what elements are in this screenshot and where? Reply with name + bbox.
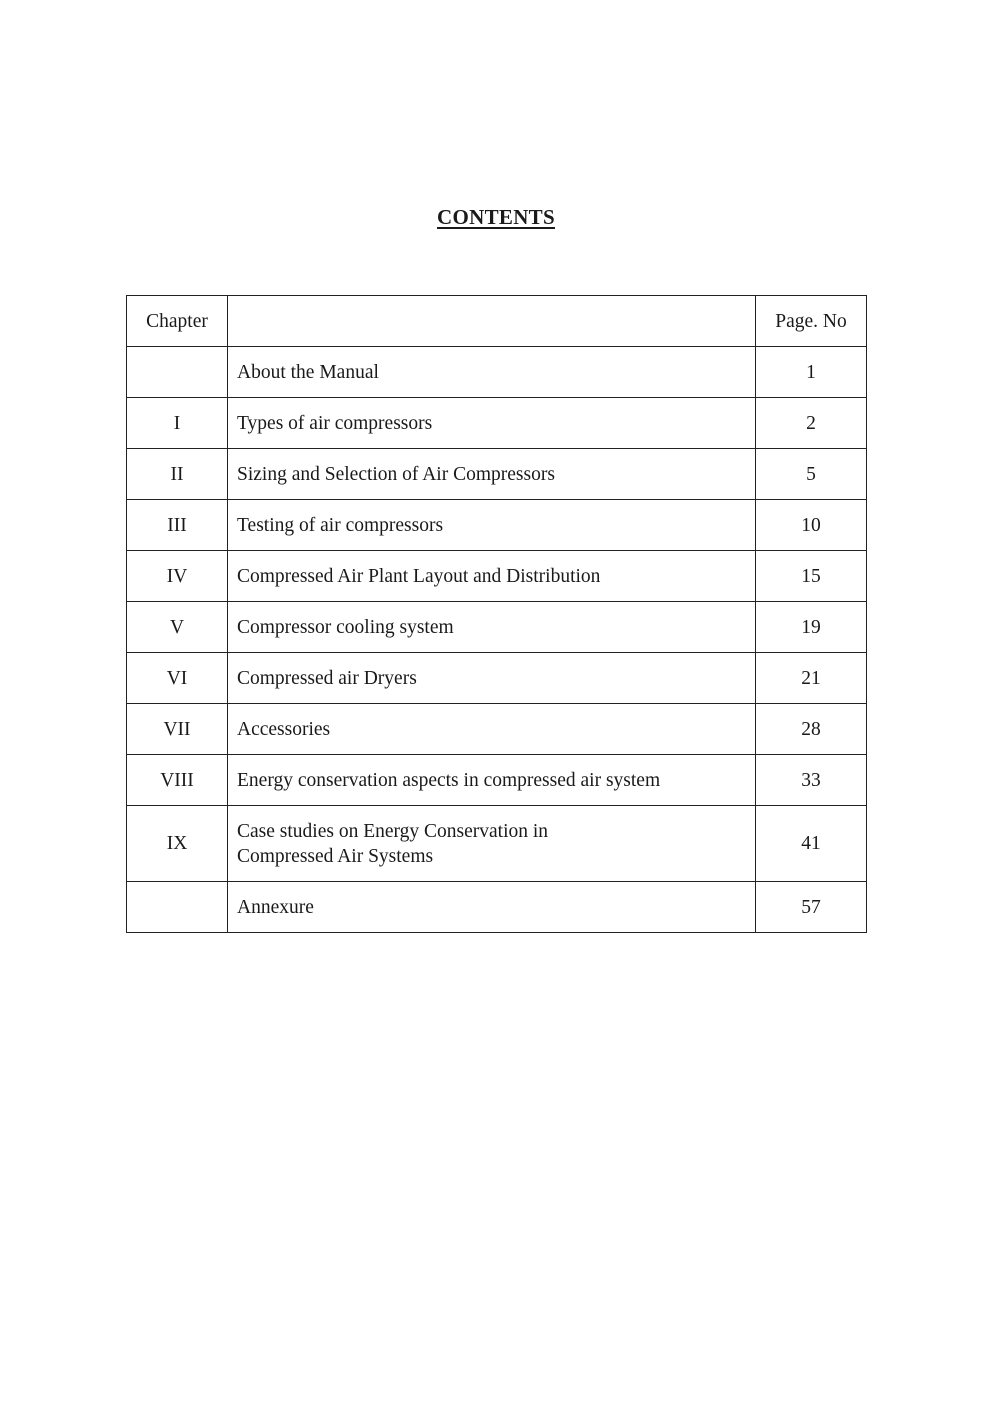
chapter-title <box>228 704 756 755</box>
chapter-number: II <box>127 449 228 500</box>
chapter-title-line: Case studies on Energy Conservation in <box>237 820 549 842</box>
chapter-title <box>228 398 756 449</box>
chapter-number: VII <box>127 704 228 755</box>
table-row <box>127 500 867 551</box>
chapter-title-line: Compressed Air Plant Layout and Distribution <box>237 565 601 587</box>
chapter-title-line: Compressed Air Systems <box>237 845 434 867</box>
chapter-title-line: Accessories <box>237 718 331 740</box>
chapter-title <box>228 882 756 933</box>
page-number: 10 <box>756 500 867 551</box>
table-row <box>127 602 867 653</box>
contents-table <box>126 295 867 933</box>
chapter-title-line: Types of air compressors <box>237 412 433 434</box>
table-row <box>127 704 867 755</box>
chapter-number: III <box>127 500 228 551</box>
chapter-title-line: Compressor cooling system <box>237 616 454 638</box>
chapter-number: V <box>127 602 228 653</box>
chapter-number <box>127 882 228 933</box>
table-row <box>127 347 867 398</box>
page-number: 33 <box>756 755 867 806</box>
page-number: 19 <box>756 602 867 653</box>
page-title: CONTENTS <box>437 205 555 229</box>
table-row <box>127 398 867 449</box>
table-row <box>127 449 867 500</box>
chapter-title <box>228 653 756 704</box>
chapter-title <box>228 806 756 882</box>
page-number: 5 <box>756 449 867 500</box>
page-number: 21 <box>756 653 867 704</box>
table-row <box>127 755 867 806</box>
chapter-number: VI <box>127 653 228 704</box>
table-row <box>127 551 867 602</box>
chapter-column-header: Chapter <box>127 296 228 347</box>
chapter-title <box>228 347 756 398</box>
chapter-title-line: Testing of air compressors <box>237 514 444 536</box>
chapter-title-line: Energy conservation aspects in compressed air system <box>237 769 661 791</box>
page-number: 2 <box>756 398 867 449</box>
chapter-number: IX <box>127 806 228 882</box>
chapter-number: IV <box>127 551 228 602</box>
table-row <box>127 882 867 933</box>
chapter-title-line: Compressed air Dryers <box>237 667 417 689</box>
chapter-title <box>228 551 756 602</box>
chapter-title <box>228 602 756 653</box>
table-row <box>127 806 867 882</box>
page-number: 1 <box>756 347 867 398</box>
title-column-header <box>228 296 756 347</box>
page-number: 57 <box>756 882 867 933</box>
chapter-title <box>228 500 756 551</box>
table-header-row <box>127 296 867 347</box>
page-number-column-header: Page. No <box>756 296 867 347</box>
page-number: 28 <box>756 704 867 755</box>
table-row <box>127 653 867 704</box>
chapter-title-line: Sizing and Selection of Air Compressors <box>237 463 555 485</box>
chapter-title <box>228 755 756 806</box>
page-number: 41 <box>756 806 867 882</box>
chapter-number: I <box>127 398 228 449</box>
chapter-number <box>127 347 228 398</box>
page-number: 15 <box>756 551 867 602</box>
chapter-title-line: Annexure <box>237 896 314 918</box>
chapter-number: VIII <box>127 755 228 806</box>
chapter-title-line: About the Manual <box>237 361 379 383</box>
chapter-title <box>228 449 756 500</box>
